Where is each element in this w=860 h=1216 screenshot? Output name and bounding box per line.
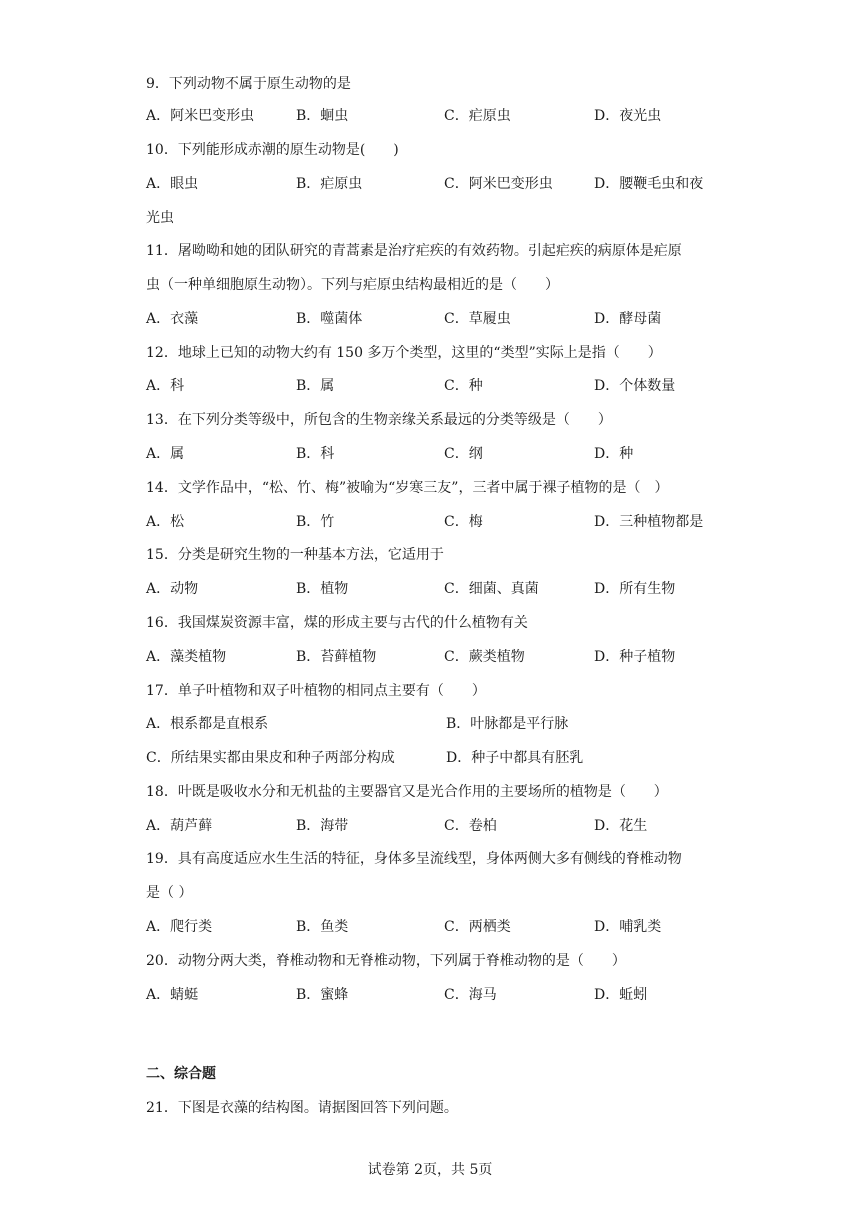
option-c: C．纲 (444, 446, 483, 462)
option-d: D．酵母菌 (594, 311, 662, 327)
question-18-options (146, 816, 726, 836)
option-a: A．葫芦藓 (146, 818, 213, 834)
question-12-stem: 12．地球上已知的动物大约有 150 多万个类型，这里的“类型”实际上是指（ ） (146, 345, 662, 361)
question-10-stem: 10．下列能形成赤潮的原生动物是( ) (146, 142, 399, 158)
option-b: B．蛔虫 (296, 108, 349, 124)
question-19-stem-line2: 是（ ） (146, 885, 193, 901)
page-footer: 试卷第 2页，共 5页 (367, 1162, 493, 1178)
option-d: D．哺乳类 (594, 919, 662, 935)
option-c: C．海马 (444, 987, 497, 1003)
option-b: B．叶脉都是平行脉 (446, 716, 569, 732)
option-b: B．植物 (296, 581, 349, 597)
option-c: C．卷柏 (444, 818, 497, 834)
question-11-stem: 11．屠呦呦和她的团队研究的青蒿素是治疗疟疾的有效药物。引起疟疾的病原体是疟原 (146, 243, 682, 259)
question-13-options (146, 444, 726, 464)
question-10-option-d-continuation: 光虫 (146, 210, 174, 226)
question-20-stem: 20．动物分两大类，脊椎动物和无脊椎动物，下列属于脊椎动物的是（ ） (146, 953, 626, 969)
option-d: D．种子中都具有胚乳 (446, 750, 584, 766)
question-9-options (146, 106, 726, 126)
option-a: A．松 (146, 514, 185, 530)
option-d: D．种子植物 (594, 649, 676, 665)
question-14-options (146, 512, 726, 532)
question-12-options (146, 376, 726, 396)
question-9-stem: 9．下列动物不属于原生动物的是 (146, 76, 351, 92)
option-c: C．疟原虫 (444, 108, 511, 124)
option-c: C．梅 (444, 514, 483, 530)
option-a: A．衣藻 (146, 311, 199, 327)
question-20-options (146, 985, 726, 1005)
option-a: A．阿米巴变形虫 (146, 108, 255, 124)
question-21-stem: 21．下图是衣藻的结构图。请据图回答下列问题。 (146, 1100, 458, 1116)
question-18-stem: 18．叶既是吸收水分和无机盐的主要器官又是光合作用的主要场所的植物是（ ） (146, 784, 668, 800)
question-16-stem: 16．我国煤炭资源丰富，煤的形成主要与古代的什么植物有关 (146, 615, 528, 631)
option-d: D．种 (594, 446, 634, 462)
option-b: B．科 (296, 446, 335, 462)
option-b: B．蜜蜂 (296, 987, 349, 1003)
option-c: C．蕨类植物 (444, 649, 525, 665)
option-a: A．科 (146, 378, 185, 394)
question-19-options (146, 917, 726, 937)
question-14-stem: 14．文学作品中，“松、竹、梅”被喻为“岁寒三友”，三者中属于裸子植物的是（ ） (146, 480, 669, 496)
option-d: D．蚯蚓 (594, 987, 648, 1003)
question-15-options (146, 579, 726, 599)
question-11-stem-line2: 虫（一种单细胞原生动物）。下列与疟原虫结构最相近的是（ ） (146, 277, 559, 293)
question-10-options (146, 174, 726, 194)
option-a: A．蜻蜓 (146, 987, 199, 1003)
question-19-stem: 19．具有高度适应水生生活的特征，身体多呈流线型，身体两侧大多有侧线的脊椎动物 (146, 851, 682, 867)
option-c: C．阿米巴变形虫 (444, 176, 553, 192)
option-a: A．眼虫 (146, 176, 199, 192)
question-17-stem: 17．单子叶植物和双子叶植物的相同点主要有（ ） (146, 683, 486, 699)
option-c: C．种 (444, 378, 483, 394)
option-b: B．海带 (296, 818, 349, 834)
option-d: D．所有生物 (594, 581, 676, 597)
option-a: A．爬行类 (146, 919, 213, 935)
option-d: D．腰鞭毛虫和夜 (594, 176, 704, 192)
option-c: C．所结果实都由果皮和种子两部分构成 (146, 750, 395, 766)
option-d: D．三种植物都是 (594, 514, 704, 530)
option-d: D．花生 (594, 818, 648, 834)
option-c: C．两栖类 (444, 919, 511, 935)
option-a: A．属 (146, 446, 185, 462)
option-b: B．鱼类 (296, 919, 349, 935)
section-title: 二、综合题 (146, 1066, 216, 1082)
option-a: A．根系都是直根系 (146, 716, 269, 732)
question-17-options-row2 (146, 748, 726, 768)
option-b: B．疟原虫 (296, 176, 363, 192)
option-c: C．细菌、真菌 (444, 581, 539, 597)
question-11-options (146, 309, 726, 329)
option-b: B．苔藓植物 (296, 649, 377, 665)
option-b: B．竹 (296, 514, 335, 530)
question-17-options-row1 (146, 714, 726, 734)
option-d: D．个体数量 (594, 378, 676, 394)
question-15-stem: 15．分类是研究生物的一种基本方法，它适用于 (146, 547, 444, 563)
option-b: B．噬菌体 (296, 311, 363, 327)
option-a: A．藻类植物 (146, 649, 227, 665)
question-13-stem: 13．在下列分类等级中，所包含的生物亲缘关系最远的分类等级是（ ） (146, 412, 612, 428)
option-c: C．草履虫 (444, 311, 511, 327)
option-a: A．动物 (146, 581, 199, 597)
option-b: B．属 (296, 378, 335, 394)
option-d: D．夜光虫 (594, 108, 662, 124)
question-16-options (146, 647, 726, 667)
